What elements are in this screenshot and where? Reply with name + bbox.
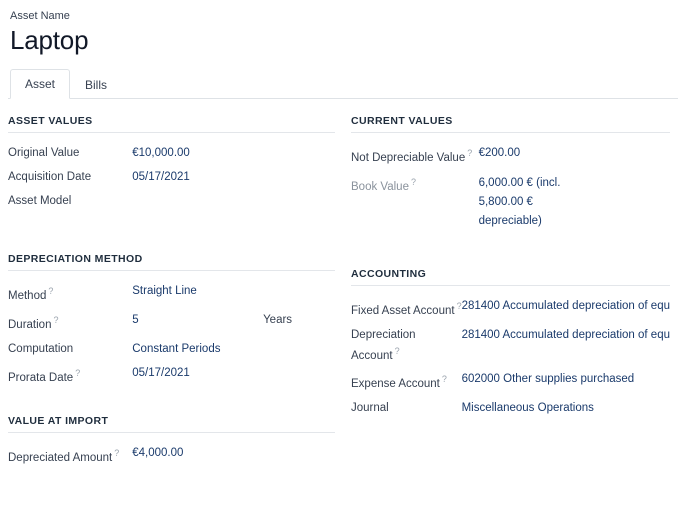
label-book-value [351,170,479,235]
current-values-fields [351,141,670,235]
value-expense-account[interactable]: 602000 Other supplies purchased [461,373,635,386]
asset-values-fields [8,141,335,213]
label-depreciated-amount [8,441,132,470]
field-row-asset-model [8,189,335,213]
group-value-at-import [8,415,335,470]
unit-duration: Years [263,313,293,326]
label-expense-account [351,367,462,396]
help-icon[interactable]: ? [456,300,462,311]
value-original-value[interactable]: €10,000.00 [132,147,190,159]
field-row-prorata-date [8,361,335,390]
value-asset-model[interactable] [132,189,335,213]
field-row-depreciated-amount [8,441,335,470]
field-row-fixed-asset-account [351,294,670,323]
label-asset-model: Asset Model [8,195,72,207]
field-row-expense-account [351,367,670,396]
label-not-depreciable-value [351,141,479,170]
page-title: Laptop [10,25,89,55]
tab-bills[interactable]: Bills [85,78,108,92]
label-not-depreciable-value-text: Not Depreciable Value [351,151,466,164]
group-asset-values [8,115,335,213]
unit-computation [263,337,335,361]
label-duration-text: Duration [8,318,52,331]
help-icon[interactable]: ? [114,448,120,459]
label-duration [8,308,132,337]
book-value-line-3: depreciable) [478,214,542,227]
field-row-book-value [351,170,670,235]
value-prorata-date[interactable]: 05/17/2021 [132,366,190,379]
group-current-values [351,115,670,235]
help-icon[interactable]: ? [75,367,81,378]
label-depreciation-account [351,323,462,368]
label-computation: Computation [8,342,74,355]
label-acquisition-date: Acquisition Date [8,171,92,183]
unit-method [263,279,335,308]
value-book-value [479,170,670,235]
unit-prorata-date [263,361,335,390]
accounting-fields [351,294,670,420]
depreciation-method-fields [8,279,335,389]
label-expense-account-text: Expense Account [351,378,440,391]
tab-asset[interactable]: Asset [10,69,70,99]
help-icon[interactable]: ? [441,374,447,385]
label-journal: Journal [351,402,389,415]
field-row-acquisition-date [8,165,335,189]
label-prorata-date [8,361,132,390]
book-value-line-2: 5,800.00 € [478,195,533,208]
label-original-value: Original Value [8,147,80,159]
label-method-text: Method [8,289,47,302]
field-row-journal [351,396,670,420]
field-row-duration [8,308,335,337]
group-title-value-at-import: VALUE AT IMPORT [8,415,335,433]
label-fixed-asset-account-text: Fixed Asset Account [351,304,455,317]
group-accounting [351,268,670,420]
right-column [343,115,678,492]
help-icon[interactable]: ? [394,345,400,356]
asset-name-label: Asset Name [10,10,70,22]
tab-bar [8,70,678,99]
book-value-line-1: 6,000.00 € (incl. [478,176,561,189]
group-depreciation-method [8,253,335,389]
value-depreciated-amount[interactable]: €4,000.00 [132,447,184,460]
group-title-accounting: ACCOUNTING [351,268,670,286]
group-title-depreciation-method: DEPRECIATION METHOD [8,253,335,271]
label-method [8,279,132,308]
field-row-original-value [8,141,335,165]
field-row-not-depreciable-value [351,141,670,170]
value-duration[interactable]: 5 [132,313,139,326]
group-title-asset-values: ASSET VALUES [8,115,335,133]
value-depreciation-account[interactable]: 281400 Accumulated depreciation of equ [461,328,670,341]
label-book-value-text: Book Value [351,180,409,193]
value-not-depreciable-value[interactable]: €200.00 [478,147,521,159]
help-icon[interactable]: ? [410,176,416,187]
value-at-import-fields [8,441,335,470]
value-journal[interactable]: Miscellaneous Operations [461,402,594,415]
group-title-current-values: CURRENT VALUES [351,115,670,133]
label-fixed-asset-account [351,294,462,323]
left-column [8,115,343,492]
value-method[interactable]: Straight Line [132,285,197,297]
help-icon[interactable]: ? [53,314,59,325]
value-fixed-asset-account[interactable]: 281400 Accumulated depreciation of equ [461,299,670,312]
form-columns [8,115,678,492]
help-icon[interactable]: ? [467,148,473,158]
field-row-computation [8,337,335,361]
label-depreciated-amount-text: Depreciated Amount [8,452,113,465]
label-prorata-date-text: Prorata Date [8,371,74,384]
value-acquisition-date[interactable]: 05/17/2021 [132,171,190,183]
field-row-depreciation-account [351,323,670,368]
value-computation[interactable]: Constant Periods [132,342,221,355]
label-depreciation-account-text: Depreciation Account [351,328,416,362]
help-icon[interactable]: ? [48,286,54,296]
field-row-method [8,279,335,308]
